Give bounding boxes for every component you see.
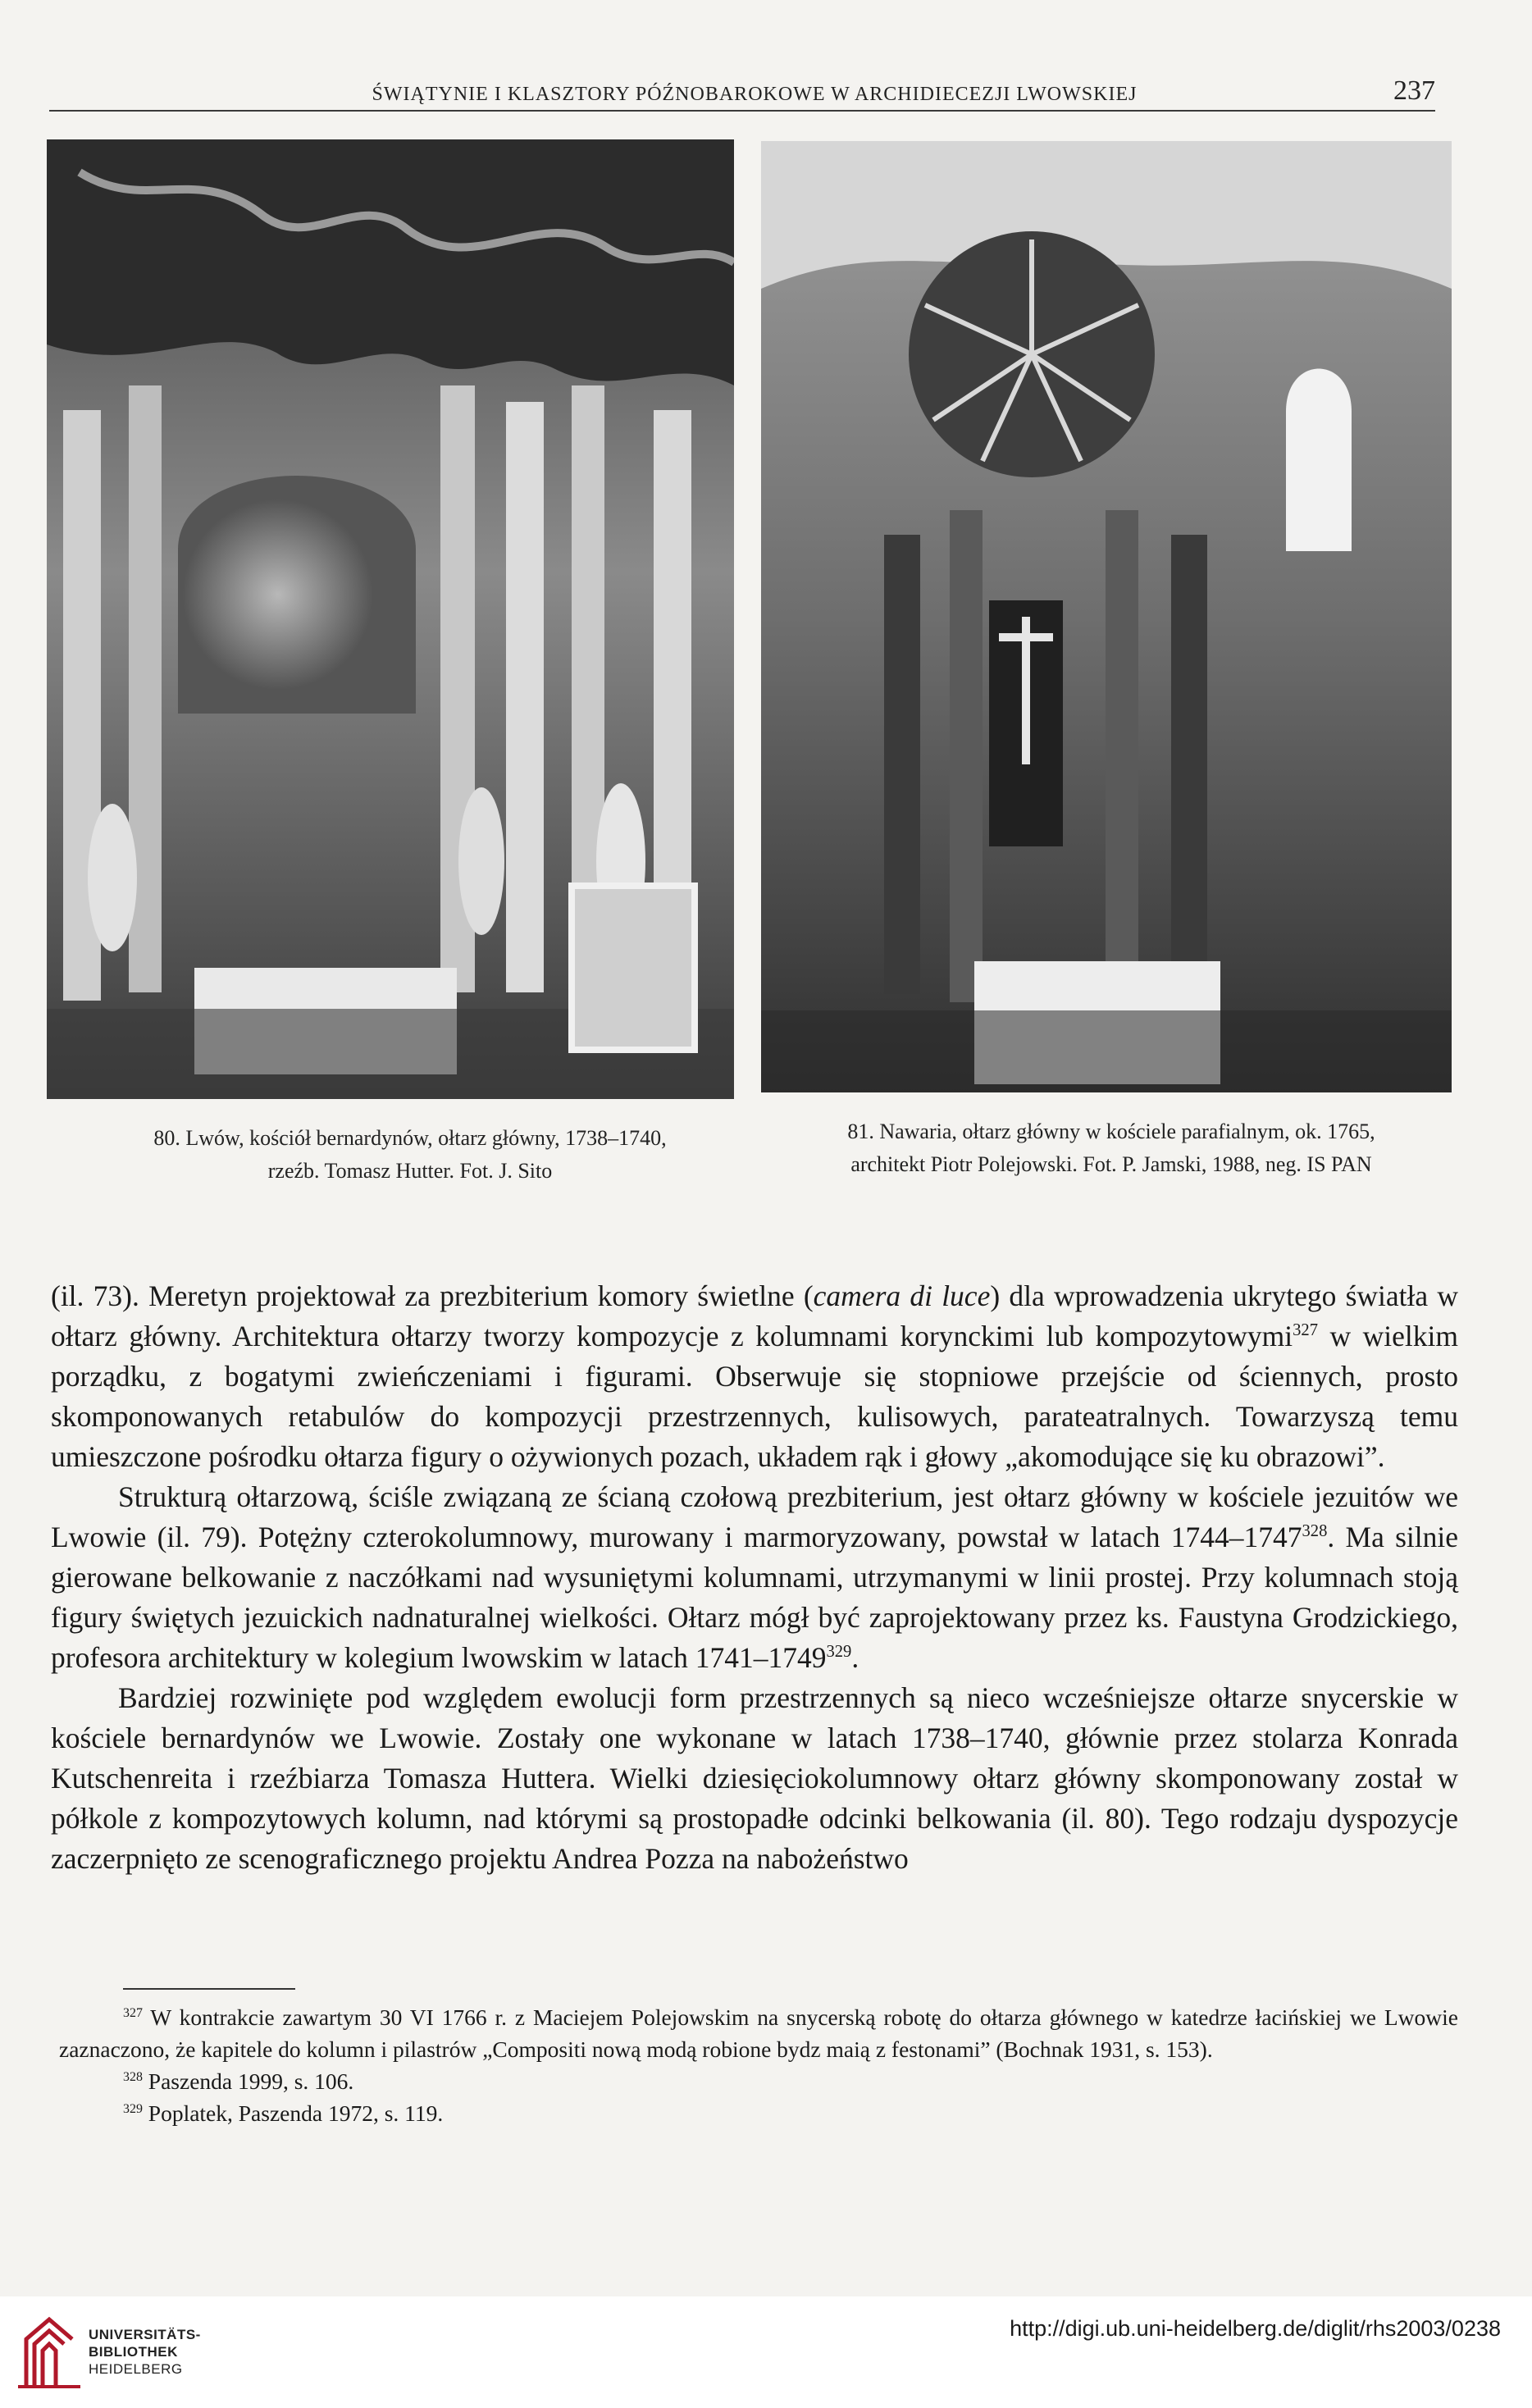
paragraph-2	[51, 1477, 1458, 1678]
figure-81-caption-line2: architekt Piotr Polejowski. Fot. P. Jamski, 1988, neg. IS PAN	[850, 1152, 1372, 1176]
figure-81-photo	[761, 141, 1452, 1092]
footnote-text: Paszenda 1999, s. 106.	[142, 2068, 354, 2094]
library-name-line3: HEIDELBERG	[89, 2361, 183, 2377]
p1-text-a: (il. 73). Meretyn projektował za prezbiterium komory świetlne (	[51, 1279, 814, 1312]
paragraph-1	[51, 1276, 1458, 1477]
figure-80-photo	[47, 139, 734, 1099]
altar-photo-lwow	[47, 139, 734, 1099]
figure-80-caption	[82, 1122, 738, 1188]
footnotes	[59, 2001, 1458, 2129]
footnote-text: W kontrakcie zawartym 30 VI 1766 r. z Maciejem Polejowskim na snycerską robotę do ołtarza głównego w katedrze łacińskiej we Lwowie zaznaczono, że kapitele do kolumn i pilastrów „Compositi nową modą robione bydz maią z festonami” (Bochnak 1931, s. 153).	[59, 2004, 1458, 2062]
figure-81-caption	[763, 1115, 1460, 1181]
footnote-328	[59, 2065, 1458, 2097]
footnote-number: 329	[123, 2101, 143, 2116]
p1-text-b: ) dla wprowadzenia ukrytego światła w ołtarz główny. Architektura ołtarzy tworzy kompozycje z kolumnami korynckimi lub kompozytowymi	[51, 1279, 1458, 1352]
running-title: ŚWIĄTYNIE I KLASZTORY PÓŹNOBAROKOWE W ARCHIDIECEZJI LWOWSKIEJ	[372, 84, 1138, 105]
library-footer-banner	[0, 2296, 1532, 2408]
p2-text-c: .	[851, 1641, 859, 1674]
footnote-329	[59, 2097, 1458, 2129]
running-header	[49, 75, 1435, 112]
library-name	[89, 2326, 201, 2378]
footnote-number: 328	[123, 2069, 143, 2084]
footnote-text: Poplatek, Paszenda 1972, s. 119.	[142, 2100, 444, 2126]
p2-text-a: Strukturą ołtarzową, ściśle związaną ze ścianą czołową prezbiterium, jest ołtarz główny w kościele jezuitów we Lwowie (il. 79). Potężny czterokolumnowy, murowany i marmoryzowany, powstał w latach 1744–1747	[51, 1480, 1458, 1553]
footnote-divider	[123, 1988, 295, 1990]
footnote-327	[59, 2001, 1458, 2065]
source-url-link[interactable]: http://digi.ub.uni-heidelberg.de/diglit/rhs2003/0238	[1010, 2316, 1501, 2341]
p2-text-b: . Ma silnie gierowane belkowanie z naczółkami nad wysuniętymi kolumnami, utrzymanymi w linii prostej. Przy kolumnach stoją figury świętych jezuickich nadnaturalnej wielkości. Ołtarz mógł być zaprojektowany przez ks. Faustyna Grodzickiego, profesora architektury w kolegium lwowskim w latach 1741–1749	[51, 1521, 1458, 1674]
footnote-ref-328[interactable]: 328	[1302, 1522, 1328, 1541]
figure-81-caption-line1: 81. Nawaria, ołtarz główny w kościele parafialnym, ok. 1765,	[847, 1120, 1375, 1143]
p1-text-c: w wielkim porządku, z bogatymi zwieńczeniami i figurami. Obserwuje się stopniowe przejście od ściennych, prosto skomponowanych retabulów do kompozycji przestrzennych, kulisowych, parateatralnych. Towarzyszą temu umieszczone pośrodku ołtarza figury o ożywionych pozach, układem rąk i głowy „akomodujące się ku obrazowi”.	[51, 1320, 1458, 1473]
heidelberg-library-logo-icon[interactable]	[18, 2315, 80, 2390]
library-name-line2: BIBLIOTHEK	[89, 2344, 178, 2360]
page-number: 237	[1393, 75, 1435, 106]
figure-80-caption-line2: rzeźb. Tomasz Hutter. Fot. J. Sito	[267, 1159, 553, 1183]
paragraph-3: Bardziej rozwinięte pod względem ewolucji form przestrzennych są nieco wcześniejsze ołtarze snycerskie w kościele bernardynów we Lwowie. Zostały one wykonane w latach 1738–1740, głównie przez stolarza Konrada Kutschenreita i rzeźbiarza Tomasza Huttera. Wielki dziesięciokolumnowy ołtarz główny skomponowany został w półkole z kompozytowych kolumn, nad którymi są prostopadłe odcinki belkowania (il. 80). Tego rodzaju dyspozycje zaczerpnięto ze scenograficznego projektu Andrea Pozza na nabożeństwo	[51, 1681, 1458, 1875]
footnote-number: 327	[123, 2005, 143, 2020]
footnote-ref-329[interactable]: 329	[826, 1643, 852, 1662]
footnote-ref-327[interactable]: 327	[1293, 1321, 1318, 1340]
body-text	[51, 1276, 1458, 1879]
altar-photo-nawaria	[761, 141, 1452, 1092]
p1-italic-term: camera di luce	[813, 1279, 991, 1312]
figure-80-caption-line1: 80. Lwów, kościół bernardynów, ołtarz główny, 1738–1740,	[153, 1126, 667, 1150]
library-name-line1: UNIVERSITÄTS-	[89, 2327, 201, 2342]
